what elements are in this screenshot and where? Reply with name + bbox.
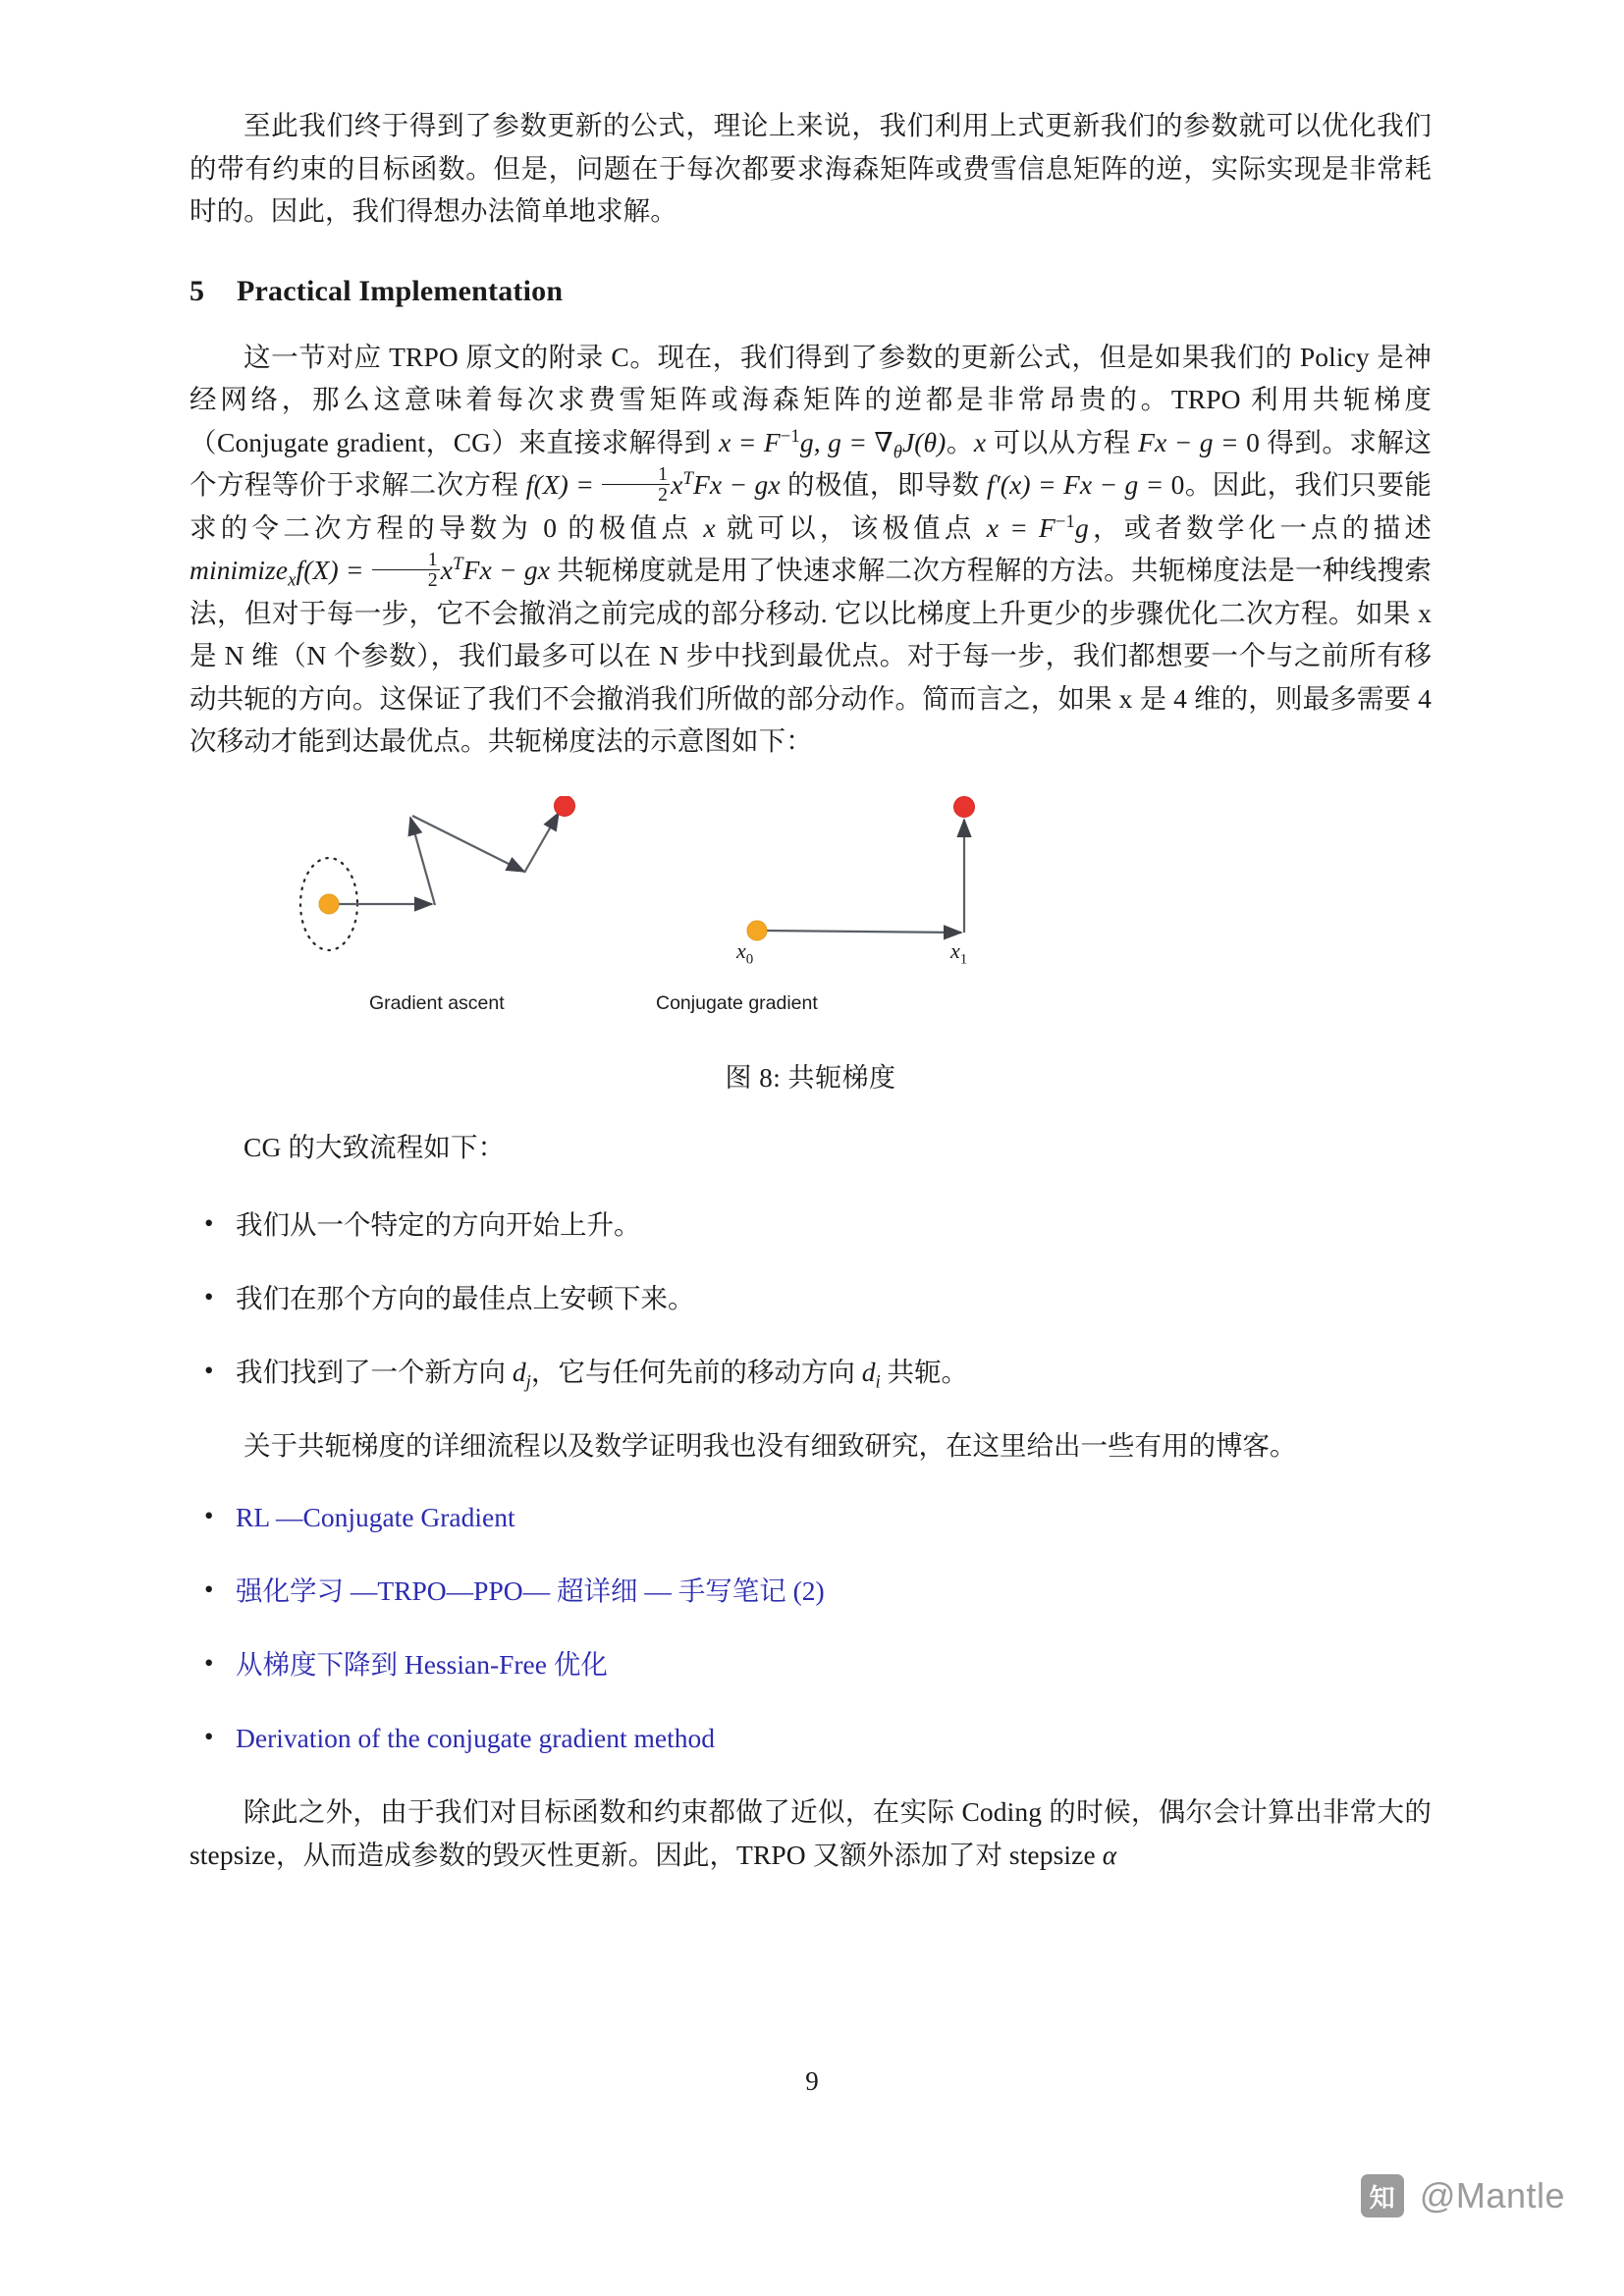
paragraph-2-text-2: 。 [946,426,974,457]
paragraph-2-text-8: ，或者数学化一点的描述 [1088,511,1432,543]
math-direction-di: $d_i$ [861,1357,881,1393]
math-expression-2: x [973,426,987,457]
figure-8 [189,796,1432,1091]
math-expression-4: f(X) = $\frac{1}{2}$ $x^TFx$ − gx [525,462,781,506]
math-expression-6: x [703,511,716,543]
list-item-link[interactable] [189,1643,1432,1685]
page-number: 9 [805,2066,819,2096]
paragraph-1: 至此我们终于得到了参数更新的公式，理论上来说，我们利用上式更新我们的参数就可以优化我们的带有约束的目标函数。但是，问题在于每次都要求海森矩阵或费雪信息矩阵的逆，实际实现是非常耗时的。因此，我们得想办法简单地求解。 [189,110,1432,226]
watermark [1361,2174,1565,2217]
math-expression-1: $x = F^{-1}g$, $g = \nabla_\theta J(\theta)$ [719,425,947,462]
start-point-dot [319,894,339,914]
x0-subscript: 0 [745,950,754,967]
link-hessian-free[interactable]: 从梯度下降到 Hessian-Free 优化 [236,1649,608,1680]
math-expression-7: $x = F^{-1}g$ [986,510,1089,543]
math-direction-dj: $d_j$ [512,1357,531,1393]
x0-label: $x_0$ [736,937,754,967]
conjugate-gradient-label: Conjugate gradient [656,991,818,1014]
list-item: • 我们从一个特定的方向开始上升。 [189,1203,1432,1246]
list-item-link[interactable] [189,1717,1432,1759]
list-item-link[interactable] [189,1496,1432,1538]
bullet-3-pre: 我们找到了一个新方向 [236,1357,513,1387]
math-expression-3: Fx − g = 0 [1138,426,1260,457]
cg-step-1-arrow [765,931,961,933]
paragraph-2-text-3: 可以从方程 [986,426,1139,457]
list-item [189,1351,1432,1393]
cg-intro-paragraph: CG 的大致流程如下： [244,1131,506,1162]
link-trpo-ppo-notes[interactable]: 强化学习 —TRPO—PPO— 超详细 — 手写笔记 (2) [236,1575,825,1606]
note-paragraph: 关于共轭梯度的详细流程以及数学证明我也没有细致研究，在这里给出一些有用的博客。 [244,1430,1297,1461]
page-content [189,104,1432,1876]
paragraph-3 [189,1790,1432,1876]
bullet-3-post: 共轭。 [880,1357,969,1387]
paragraph-2 [189,336,1432,763]
x1-subscript: 1 [959,950,968,967]
paragraph-2-text-5: 的极值，即导数 [780,469,987,500]
bullet-3-mid: ，它与任何先前的移动方向 [530,1357,862,1387]
paragraph-2-text-4: 得到。求解这个方程等价于求解二次方程 [189,426,1433,500]
math-expression-8: minimize$_x$f(X) = $\frac{1}{2}$ $x^TFx$ − gx [189,548,551,591]
optimum-point-dot [555,796,575,817]
cg-steps-list [189,1203,1432,1759]
paragraph-2-text-9: 共轭梯度就是用了快速求解二次方程解的方法。共轭梯度法是一种线搜索法，但对于每一步，它不会撤消之前完成的部分移动. 它以比梯度上升更少的步骤优化二次方程。如果 x 是 N 维（N 个参数），我们最多可以在 N 步中找到最优点。对于每一步，我们都想要一个与之前所有移动共轭的方向。这保证了我们不会撤消我们所做的部分动作。简而言之，如果 x 是 4 维的，则最多需要 4 次移动才能到达最优点。共轭梯度法的示意图如下： [189,555,1432,756]
watermark-text: @Mantle [1419,2175,1565,2216]
paragraph-2-text-6: 。因此，我们只要能求的令二次方程的导数为 0 的极值点 [189,469,1433,543]
section-title: Practical Implementation [237,274,564,307]
ascent-step-2-arrow [410,818,435,905]
gradient-ascent-diagram [300,796,575,950]
cg-start-point-dot [747,921,767,940]
gradient-ascent-label: Gradient ascent [369,991,505,1014]
zhihu-logo-icon: 知 [1361,2174,1404,2217]
math-alpha: α [1102,1839,1117,1870]
paragraph-3-text: 除此之外，由于我们对目标函数和约束都做了近似，在实际 Coding 的时候，偶尔会计算出非常大的 stepsize，从而造成参数的毁灭性更新。因此，TRPO 又额外添加了对 stepsize [189,1796,1432,1870]
list-item: • 我们在那个方向的最佳点上安顿下来。 [189,1277,1432,1319]
section-heading [189,272,1432,310]
list-item-link[interactable] [189,1570,1432,1612]
cg-optimum-point-dot [954,796,975,817]
ascent-step-4-arrow [524,813,559,873]
figure-caption: 图 8: 共轭梯度 [725,1062,896,1093]
link-rl-conjugate-gradient[interactable]: RL —Conjugate Gradient [236,1502,515,1532]
paragraph-2-text-7: 就可以，该极值点 [715,511,987,543]
paragraph-2-text-1: 这一节对应 TRPO 原文的附录 C。现在，我们得到了参数的更新公式，但是如果我们的 Policy 是神经网络，那么这意味着每次求费雪矩阵或海森矩阵的逆都是非常昂贵的。TRPO 利用共轭梯度（Conjugate gradient，CG）来直接求解得到 [189,341,1432,457]
conjugate-gradient-path-diagram [747,796,975,940]
x1-label: $x_1$ [950,937,968,967]
section-number: 5 [189,274,205,307]
math-expression-5: f′(x) = Fx − g = 0 [986,469,1185,500]
figure-canvas [189,796,1432,1027]
ascent-step-3-arrow [412,816,524,872]
link-derivation-cg-method[interactable]: Derivation of the conjugate gradient method [236,1723,715,1753]
